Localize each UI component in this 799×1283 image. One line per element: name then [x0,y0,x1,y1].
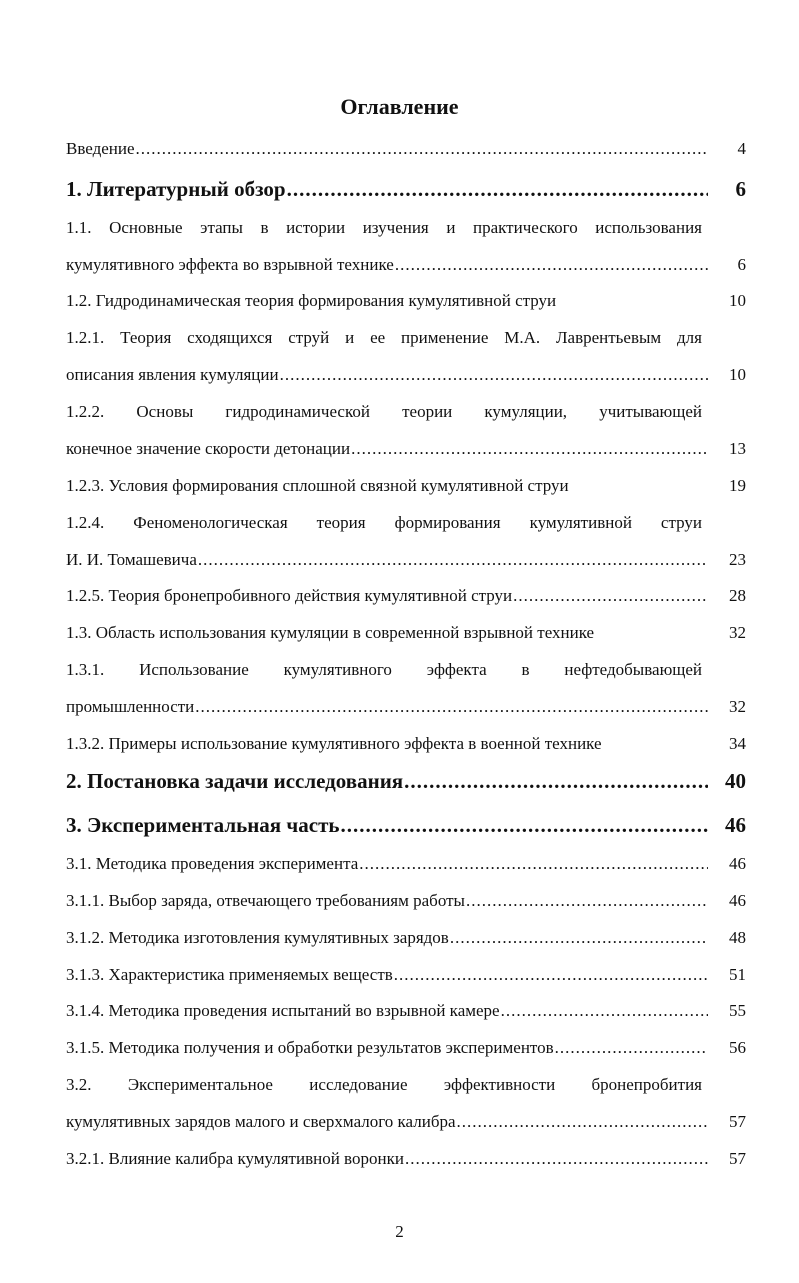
entry-text-line-2: описания явления кумуляции [66,365,279,384]
toc-entry-3-1[interactable] [66,854,746,874]
entry-page: 46 [729,891,746,910]
entry-text: 3.1.3. Характеристика применяемых веществ [66,965,393,984]
entry-page: 55 [729,1001,746,1020]
dot-leader [351,439,708,459]
entry-text: 1.3. Область использования кумуляции в современной взрывной технике [66,623,595,642]
toc-entry-intro[interactable] [66,139,746,159]
dot-leader [404,769,708,793]
entry-text: 1.2.5. Теория бронепробивного действия кумулятивной струи [66,586,513,605]
toc-title: Оглавление [340,94,459,119]
dot-leader [501,1001,708,1021]
entry-text-line-1: 1.3.1. Использование кумулятивного эффекта в нефтедобывающей [66,660,702,679]
dot-leader [341,813,708,837]
dot-leader [287,177,708,201]
entry-text-line-2: конечное значение скорости детонации [66,439,351,458]
entry-page: 6 [735,177,746,201]
toc-entry-1-2-3[interactable] [66,476,746,496]
entry-page: 6 [737,255,746,274]
toc-entry-1-1[interactable] [66,218,746,275]
dot-leader [513,586,708,606]
toc-entry-1-2-1[interactable] [66,328,746,385]
dot-leader [457,1112,708,1132]
entry-text: 2. Постановка задачи исследования [66,769,404,793]
entry-page: 48 [729,928,746,947]
entry-text: 3.1.1. Выбор заряда, отвечающего требованиям работы [66,891,465,910]
entry-text: 1.2.3. Условия формирования сплошной связной кумулятивной струи [66,476,569,495]
dot-leader [450,928,708,948]
toc-entry-3-1-5[interactable] [66,1038,746,1058]
entry-text-line-1: 1.1. Основные этапы в истории изучения и практического использования [66,218,702,237]
toc-entry-1-2[interactable] [66,291,746,311]
dot-leader [405,1149,708,1169]
entry-text: 3. Экспериментальная часть [66,813,340,837]
entry-page: 34 [729,734,746,753]
entry-text: 3.2.1. Влияние калибра кумулятивной воронки [66,1149,404,1168]
toc-entry-3-2[interactable] [66,1075,746,1132]
dot-leader [555,1038,708,1058]
toc-entry-chapter-1[interactable] [66,177,746,201]
dot-leader [395,255,708,275]
toc-entry-1-2-4[interactable] [66,513,746,570]
page-number: 2 [395,1222,404,1241]
toc-entry-3-1-1[interactable] [66,891,746,911]
toc-entry-3-1-4[interactable] [66,1001,746,1021]
entry-page: 32 [729,623,746,642]
toc-entry-3-1-3[interactable] [66,965,746,985]
toc-entry-1-3-1[interactable] [66,660,746,717]
entry-text-line-1: 1.2.4. Феноменологическая теория формирования кумулятивной струи [66,513,702,532]
entry-page: 51 [729,965,746,984]
dot-leader [394,965,708,985]
entry-page: 10 [729,365,746,384]
entry-text-line-2: И. И. Томашевича [66,550,197,569]
entry-page: 46 [725,813,746,837]
entry-page: 57 [729,1149,746,1168]
entry-text: 3.1.4. Методика проведения испытаний во взрывной камере [66,1001,500,1020]
entry-page: 28 [729,586,746,605]
entry-text-line-1: 1.2.2. Основы гидродинамической теории кумуляции, учитывающей [66,402,702,421]
toc-entry-1-3[interactable] [66,623,746,643]
entry-text: 1. Литературный обзор [66,177,286,201]
dot-leader [280,365,708,385]
entry-page: 13 [729,439,746,458]
entry-text: Введение [66,139,135,158]
entry-page: 19 [729,476,746,495]
dot-leader [359,854,708,874]
toc-entry-1-3-2[interactable] [66,734,746,754]
toc-entry-3-1-2[interactable] [66,928,746,948]
entry-page: 40 [725,769,746,793]
entry-text: 3.1. Методика проведения эксперимента [66,854,359,873]
entry-text-line-2: кумулятивного эффекта во взрывной технике [66,255,394,274]
entry-page: 46 [729,854,746,873]
dot-leader [136,139,708,159]
entry-text-line-2: промышленности [66,697,195,716]
entry-text-line-1: 1.2.1. Теория сходящихся струй и ее применение М.А. Лаврентьевым для [66,328,702,347]
toc-entry-1-2-5[interactable] [66,586,746,606]
entry-page: 10 [729,291,746,310]
entry-page: 57 [729,1112,746,1131]
entry-text: 3.1.2. Методика изготовления кумулятивных зарядов [66,928,449,947]
toc-entry-chapter-3[interactable] [66,813,746,837]
toc-entry-1-2-2[interactable] [66,402,746,459]
entry-page: 56 [729,1038,746,1057]
entry-page: 4 [737,139,746,158]
dot-leader [195,697,708,717]
entry-text: 1.2. Гидродинамическая теория формирования кумулятивной струи [66,291,557,310]
toc-entry-chapter-2[interactable] [66,769,746,793]
entry-text-line-1: 3.2. Экспериментальное исследование эффективности бронепробития [66,1075,702,1094]
dot-leader [198,550,708,570]
dot-leader [466,891,708,911]
entry-text: 1.3.2. Примеры использование кумулятивного эффекта в военной технике [66,734,602,753]
entry-page: 32 [729,697,746,716]
entry-text-line-2: кумулятивных зарядов малого и сверхмалого калибра [66,1112,456,1131]
entry-page: 23 [729,550,746,569]
toc-entry-3-2-1[interactable] [66,1149,746,1169]
entry-text: 3.1.5. Методика получения и обработки результатов экспериментов [66,1038,554,1057]
